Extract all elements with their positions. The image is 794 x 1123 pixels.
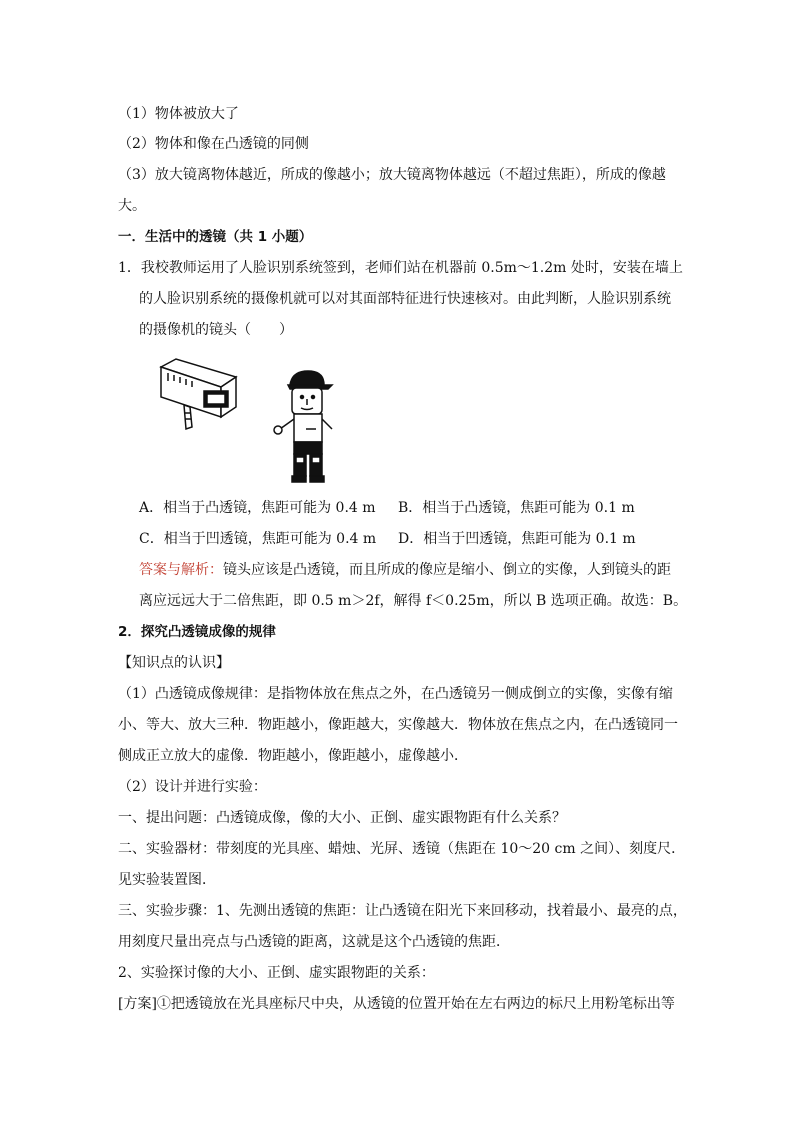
question-line-3: 的摄像机的镜头（ ）	[139, 322, 293, 338]
para-1-line-1: （1）凸透镜成像规律：是指物体放在焦点之外，在凸透镜另一侧成倒立的实像，实像有缩	[118, 686, 673, 702]
para-5-line-2: 用刻度尺量出亮点与凸透镜的距离，这就是这个凸透镜的焦距．	[118, 934, 510, 950]
para-4-line-2: 见实验装置图．	[118, 872, 216, 888]
para-1-line-3: 侧成正立放大的虚像．物距越小，像距越小，虚像越小．	[118, 748, 468, 764]
camera-icon	[161, 359, 236, 429]
para-6: 2、实验探讨像的大小、正倒、虚实跟物距的关系：	[118, 965, 435, 981]
camera-and-person-illustration	[156, 355, 356, 485]
option-b[interactable]: B．相当于凸透镜，焦距可能为 0.1 m	[398, 500, 635, 516]
answer-text-1: 镜头应该是凸透镜，而且所成的像应是缩小、倒立的实像，人到镜头的距	[223, 562, 671, 578]
question-line-1: 1．我校教师运用了人脸识别系统签到，老师们站在机器前 0.5m～1.2m 处时，安装在墙上	[118, 260, 683, 276]
section-1-title: 一．生活中的透镜（共 1 小题）	[118, 229, 313, 245]
knowledge-heading: 【知识点的认识】	[118, 655, 230, 671]
answer-line-1	[139, 560, 671, 580]
answer-label: 答案与解析：	[139, 562, 223, 578]
answer-line-2: 离应远远大于二倍焦距，即 0.5 m＞2f，解得 f＜0.25m，所以 B 选项正确。故选：B。	[139, 593, 688, 609]
intro-line-3: （3）放大镜离物体越近，所成的像越小；放大镜离物体越远（不超过焦距），所成的像越	[118, 167, 666, 183]
question-line-2: 的人脸识别系统的摄像机就可以对其面部特征进行快速核对。由此判断，人脸识别系统	[139, 291, 671, 307]
para-7: [方案]①把透镜放在光具座标尺中央，从透镜的位置开始在左右两边的标尺上用粉笔标出等	[118, 996, 675, 1012]
intro-line-4: 大。	[118, 198, 146, 214]
para-4-line-1: 二、实验器材：带刻度的光具座、蜡烛、光屏、透镜（焦距在 10～20 cm 之间）、刻度尺．	[118, 841, 686, 857]
para-2: （2）设计并进行实验：	[118, 779, 267, 795]
para-3: 一、提出问题：凸透镜成像，像的大小、正倒、虚实跟物距有什么关系？	[118, 810, 566, 826]
person-icon	[274, 371, 332, 482]
option-a[interactable]: A．相当于凸透镜，焦距可能为 0.4 m	[139, 500, 376, 516]
option-d[interactable]: D．相当于凹透镜，焦距可能为 0.1 m	[398, 531, 636, 547]
intro-line-1: （1）物体被放大了	[118, 106, 239, 122]
option-c[interactable]: C．相当于凹透镜，焦距可能为 0.4 m	[139, 531, 377, 547]
section-2-title: 2．探究凸透镜成像的规律	[118, 624, 276, 640]
para-1-line-2: 小、等大、放大三种．物距越小，像距越大，实像越大．物体放在焦点之内，在凸透镜同一	[118, 717, 678, 733]
para-5-line-1: 三、实验步骤：1、先测出透镜的焦距：让凸透镜在阳光下来回移动，找着最小、最亮的点，	[118, 903, 687, 919]
intro-line-2: （2）物体和像在凸透镜的同侧	[118, 136, 309, 152]
